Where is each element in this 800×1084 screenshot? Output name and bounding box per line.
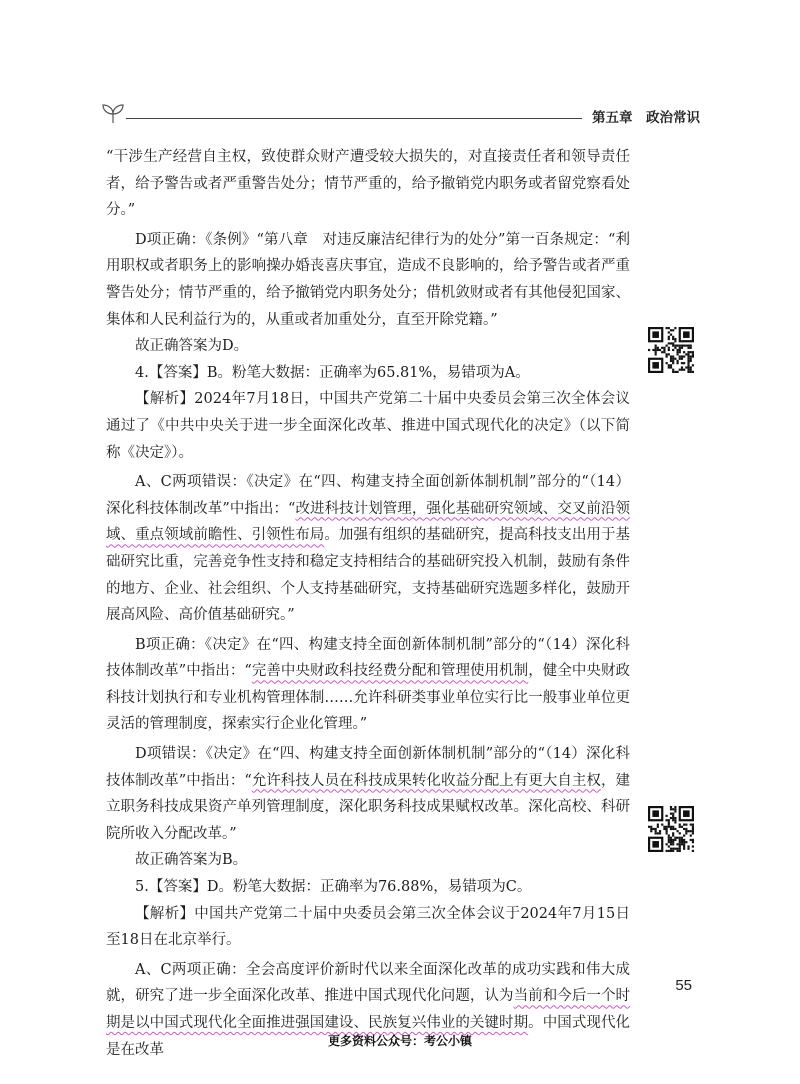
paragraph-answer-b: 故正确答案为B。	[135, 852, 248, 869]
paragraph-option-d-2: D项错误：《决定》在“四、构建支持全面创新体制机制”部分的“（14）深化科技体制改革”中指出：“允许科技人员在科技成果转化收益分配上有更大自主权，建立职务科技成果资产单列管理制度，深化职务科技成果赋权改革。深化高校、科研院所收入分配改革。”	[106, 746, 631, 842]
highlight-underline: 允许科技人员在科技成果转化收益分配上有更大自主权	[251, 772, 601, 789]
page-content	[106, 144, 630, 1063]
paragraph-option-ac-2: A、C两项正确：全会高度评价新时代以来全面深化改革的成功实践和伟大成就，研究了进一步全面深化改革、推进中国式现代化问题，认为当前和今后一个时期是以中国式现代化全面推进强国建设、民族复兴伟业的关键时期。中国式现代化是在改革	[106, 961, 631, 1058]
qr-code-icon[interactable]	[648, 327, 694, 373]
highlight-underline: 当前和今后一个时期是以中国式现代化全面推进强国建设、民族复兴伟业的关键时期	[106, 988, 631, 1031]
sprout-icon	[100, 102, 126, 124]
highlight-underline: 完善中央财政科技经费分配和管理使用机制	[251, 663, 529, 680]
footer-note: 更多资料公众号：考公小镇	[327, 1034, 472, 1048]
question-5-analysis: 【解析】中国共产党第二十届中央委员会第三次全体会议于2024年7月15日至18日在北京举行。	[106, 905, 630, 949]
qr-code-icon[interactable]	[648, 806, 694, 852]
question-4-analysis: 【解析】2024年7月18日，中国共产党第二十届中央委员会第三次全体会议通过了《中共中央关于进一步全面深化改革、推进中国式现代化的决定》（以下简称《决定》）。	[106, 391, 630, 461]
paragraph-option-ac: A、C两项错误：《决定》在“四、构建支持全面创新体制机制”部分的“（14）深化科技体制改革”中指出：“改进科技计划管理，强化基础研究领域、交叉前沿领域、重点领域前瞻性、引领性布局。加强有组织的基础研究，提高科技支出用于基础研究比重，完善竞争性支持和稳定支持相结合的基础研究投入机制，鼓励有条件的地方、企业、社会组织、个人支持基础研究，支持基础研究选题多样化，鼓励开展高风险、高价值基础研究。”	[106, 474, 631, 624]
chapter-title: 第五章 政治常识	[592, 110, 700, 126]
header-rule	[126, 118, 582, 119]
paragraph-option-b: B项正确：《决定》在“四、构建支持全面创新体制机制”部分的“（14）深化科技体制改革”中指出：“完善中央财政科技经费分配和管理使用机制，健全中央财政科技计划执行和专业机构管理体制……允许科研类事业单位实行比一般事业单位更灵活的管理制度，探索实行企业化管理。”	[106, 636, 631, 733]
paragraph-answer-d: 故正确答案为D。	[135, 338, 249, 355]
highlight-underline: 改进科技计划管理，强化基础研究领域、交叉前沿领域、重点领域前瞻性、引领性布局	[106, 500, 631, 544]
question-4-answer: 4.【答案】B。粉笔大数据：正确率为65.81%，易错项为A。	[135, 364, 530, 381]
page-header	[100, 98, 700, 128]
question-5-answer: 5.【答案】D。粉笔大数据：正确率为76.88%，易错项为C。	[135, 879, 532, 896]
page-number: 55	[675, 977, 692, 994]
paragraph-continuation: “干涉生产经营自主权，致使群众财产遭受较大损失的，对直接责任者和领导责任者，给予警告或者严重警告处分；情节严重的，给予撤销党内职务或者留党察看处分。”	[106, 149, 630, 219]
paragraph-option-d: D项正确：《条例》“第八章 对违反廉洁纪律行为的处分”第一百条规定：“利用职权或者职务上的影响操办婚丧喜庆事宜，造成不良影响的，给予警告或者严重警告处分；情节严重的，给予撤销党内职务处分；借机敛财或者有其他侵犯国家、集体和人民利益行为的，从重或者加重处分，直至开除党籍。”	[106, 231, 630, 328]
